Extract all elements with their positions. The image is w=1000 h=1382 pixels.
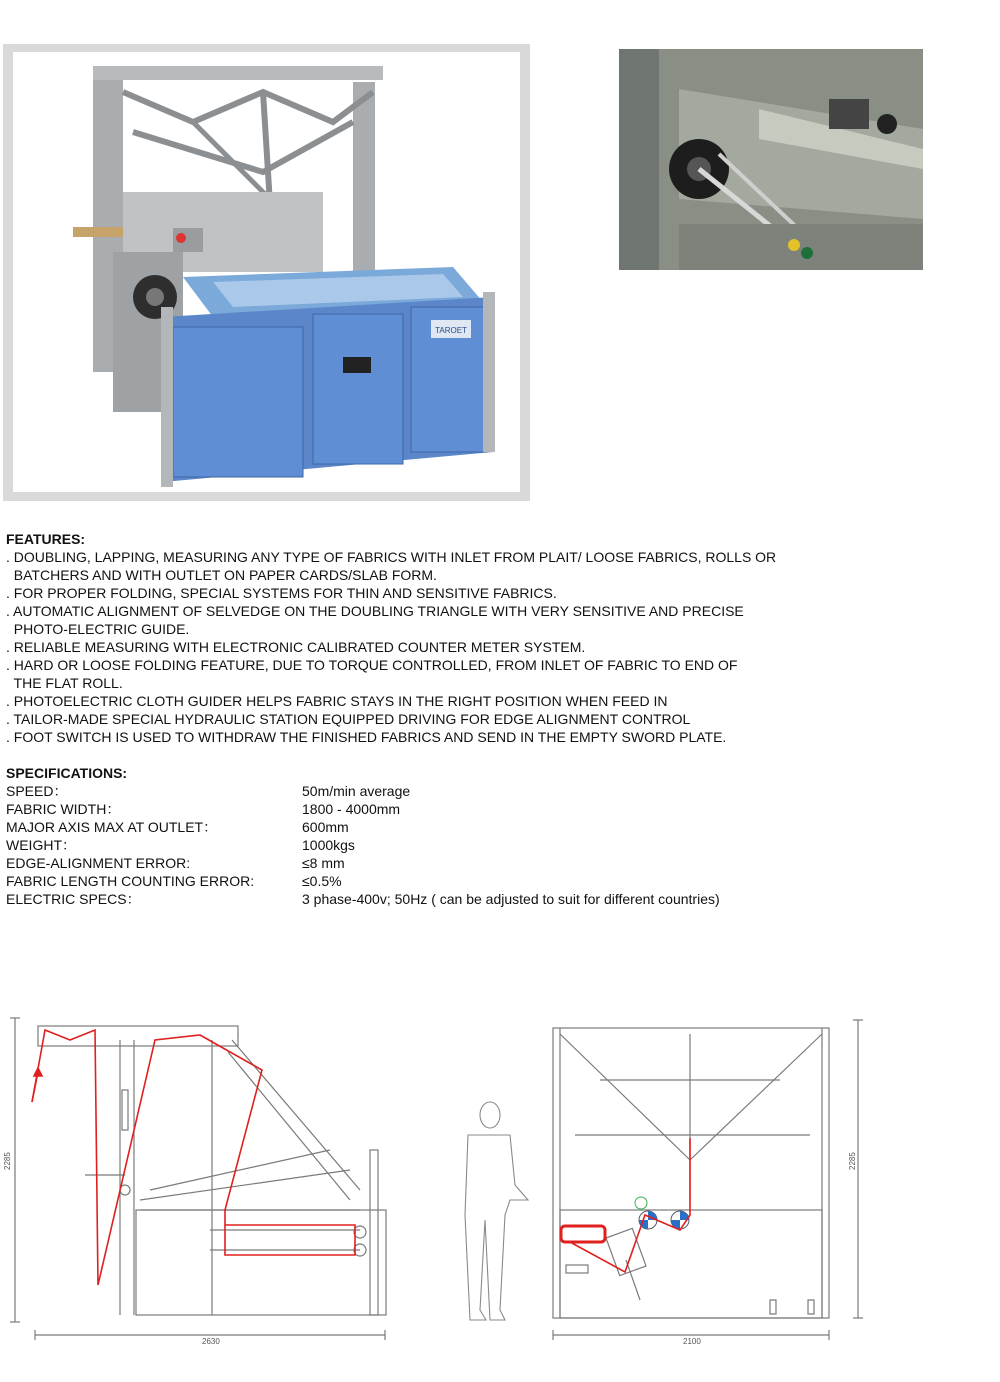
right-width-dimension: 2100 — [683, 1337, 701, 1346]
operator-figure — [465, 1102, 528, 1320]
spec-value: 1800 - 4000mm — [302, 801, 401, 817]
main-photo — [13, 52, 520, 492]
spec-label: ELECTRIC SPECS： — [6, 891, 141, 907]
feature-line: . FOR PROPER FOLDING, SPECIAL SYSTEMS FOR THIN AND SENSITIVE FABRICS. — [6, 585, 557, 601]
feature-line: . DOUBLING, LAPPING, MEASURING ANY TYPE OF FABRICS WITH INLET FROM PLAIT/ LOOSE FABRICS, ROLLS OR — [6, 549, 777, 565]
right-elevation — [553, 1020, 863, 1340]
spec-label: WEIGHT： — [6, 837, 76, 853]
spec-label: FABRIC LENGTH COUNTING ERROR: — [6, 873, 255, 889]
spec-label: EDGE-ALIGNMENT ERROR: — [6, 855, 191, 871]
spec-row — [6, 890, 966, 908]
spec-row — [6, 782, 966, 800]
brand-plate: TAROET — [435, 326, 467, 335]
spec-label: MAJOR AXIS MAX AT OUTLET： — [6, 819, 218, 835]
spec-value: 3 phase-400v; 50Hz ( can be adjusted to suit for different countries) — [302, 891, 720, 907]
spec-value: ≤0.5% — [302, 873, 342, 889]
features-list — [6, 548, 966, 746]
feature-line: BATCHERS AND WITH OUTLET ON PAPER CARDS/SLAB FORM. — [6, 567, 437, 583]
right-height-dimension: 2285 — [848, 1152, 857, 1170]
features-heading: FEATURES: — [6, 531, 86, 547]
left-width-dimension: 2630 — [202, 1337, 220, 1346]
specifications — [6, 764, 966, 908]
feature-line: PHOTO-ELECTRIC GUIDE. — [6, 621, 190, 637]
spec-value: ≤8 mm — [302, 855, 345, 871]
feature-line: . HARD OR LOOSE FOLDING FEATURE, DUE TO TORQUE CONTROLLED, FROM INLET OF FABRIC TO END OF — [6, 657, 738, 673]
spec-row — [6, 836, 966, 854]
spec-row — [6, 854, 966, 872]
spec-label: FABRIC WIDTH： — [6, 801, 121, 817]
spec-label: SPEED： — [6, 783, 68, 799]
spec-value: 50m/min average — [302, 783, 411, 799]
spec-value: 600mm — [302, 819, 349, 835]
fabric-path-right — [561, 1138, 690, 1272]
detail-photo — [619, 49, 923, 270]
fabric-machine-illustration — [13, 52, 520, 492]
rollers — [635, 1197, 689, 1229]
fabric-path-left — [32, 1030, 355, 1285]
specifications-heading: SPECIFICATIONS: — [6, 765, 128, 781]
spec-row — [6, 872, 966, 890]
left-elevation — [10, 1018, 386, 1340]
spec-row — [6, 818, 966, 836]
left-height-dimension: 2285 — [3, 1152, 12, 1170]
feature-line: . AUTOMATIC ALIGNMENT OF SELVEDGE ON THE DOUBLING TRIANGLE WITH VERY SENSITIVE AND PRECISE — [6, 603, 744, 619]
feature-line: . TAILOR-MADE SPECIAL HYDRAULIC STATION EQUIPPED DRIVING FOR EDGE ALIGNMENT CONTROL — [6, 711, 691, 727]
spec-row — [6, 800, 966, 818]
feature-line: THE FLAT ROLL. — [6, 675, 123, 691]
feature-line: . FOOT SWITCH IS USED TO WITHDRAW THE FINISHED FABRICS AND SEND IN THE EMPTY SWORD PLATE. — [6, 729, 727, 745]
technical-drawing — [0, 1010, 1000, 1370]
feature-line: . PHOTOELECTRIC CLOTH GUIDER HELPS FABRIC STAYS IN THE RIGHT POSITION WHEN FEED IN — [6, 693, 668, 709]
spec-value: 1000kgs — [302, 837, 355, 853]
main-photo-frame — [3, 44, 530, 501]
product-text — [6, 530, 966, 908]
roller-detail-illustration — [619, 49, 923, 270]
feature-line: . RELIABLE MEASURING WITH ELECTRONIC CALIBRATED COUNTER METER SYSTEM. — [6, 639, 586, 655]
